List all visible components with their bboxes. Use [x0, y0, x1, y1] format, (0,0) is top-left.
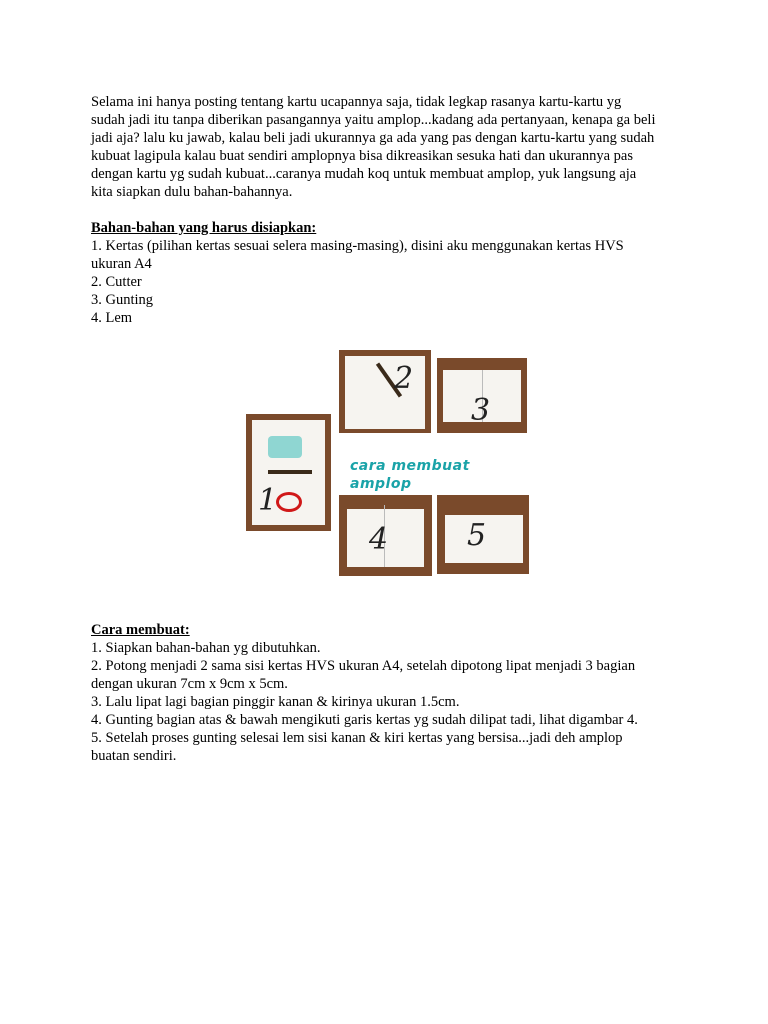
steps-heading: Cara membuat:	[91, 622, 190, 638]
step-number: 5	[467, 518, 487, 553]
intro-paragraph: Selama ini hanya posting tentang kartu ucapannya saja, tidak legkap rasanya kartu-kartu yg sudah jadi itu tanpa diberikan pasangannya yaitu amplop...kadang ada pertanyaan, kenapa ga beli jadi aja? lalu ku jawab, kalau beli jadi ukurannya ga ada yang pas dengan kartu-kartu yang sudah kubuat lagipula kalau buat sendiri amplopnya bisa dikreasikan sesuka hati dan ukurannya pas dengan kartu yg sudah kubuat...caranya mudah koq untuk membuat amplop, yuk langsung aja kita siapkan dulu bahan-bahannya.	[91, 94, 656, 200]
step-photo-5	[437, 495, 529, 574]
step-photo-1	[246, 414, 331, 531]
list-item: 1. Siapkan bahan-bahan yg dibutuhkan.	[91, 640, 321, 656]
step-photo-4	[339, 495, 432, 576]
list-item: 2. Cutter	[91, 274, 142, 290]
materials-section	[91, 219, 691, 327]
step-photo-3	[437, 358, 527, 433]
step-photo-2	[339, 350, 431, 433]
list-item: 3. Gunting	[91, 292, 154, 308]
list-item: 3. Lalu lipat lagi bagian pinggir kanan & kirinya ukuran 1.5cm.	[91, 694, 460, 710]
list-item: 5. Setelah proses gunting selesai lem sisi kanan & kiri kertas yang bersisa...jadi deh amplop buatan sendiri.	[91, 730, 623, 764]
list-item: 2. Potong menjadi 2 sama sisi kertas HVS ukuran A4, setelah dipotong lipat menjadi 3 bagian dengan ukuran 7cm x 9cm x 5cm.	[91, 658, 636, 692]
collage-title: cara membuat amplop	[350, 458, 470, 492]
steps-list	[91, 639, 691, 765]
materials-list	[91, 237, 691, 327]
step-number: 4	[369, 522, 389, 557]
list-item: 1. Kertas (pilihan kertas sesuai selera masing-masing), disini aku menggunakan kertas HVS ukuran A4	[91, 238, 624, 272]
step-number: 3	[471, 393, 491, 428]
list-item: 4. Lem	[91, 310, 133, 326]
document-body	[91, 93, 691, 327]
list-item: 4. Gunting bagian atas & bawah mengikuti garis kertas yg sudah dilipat tadi, lihat digambar 4.	[91, 712, 638, 728]
steps-section	[91, 621, 691, 765]
step-number: 2	[394, 361, 414, 396]
step-number: 1	[258, 483, 278, 518]
envelope-steps-collage	[246, 350, 531, 576]
materials-heading: Bahan-bahan yang harus disiapkan:	[91, 220, 317, 236]
